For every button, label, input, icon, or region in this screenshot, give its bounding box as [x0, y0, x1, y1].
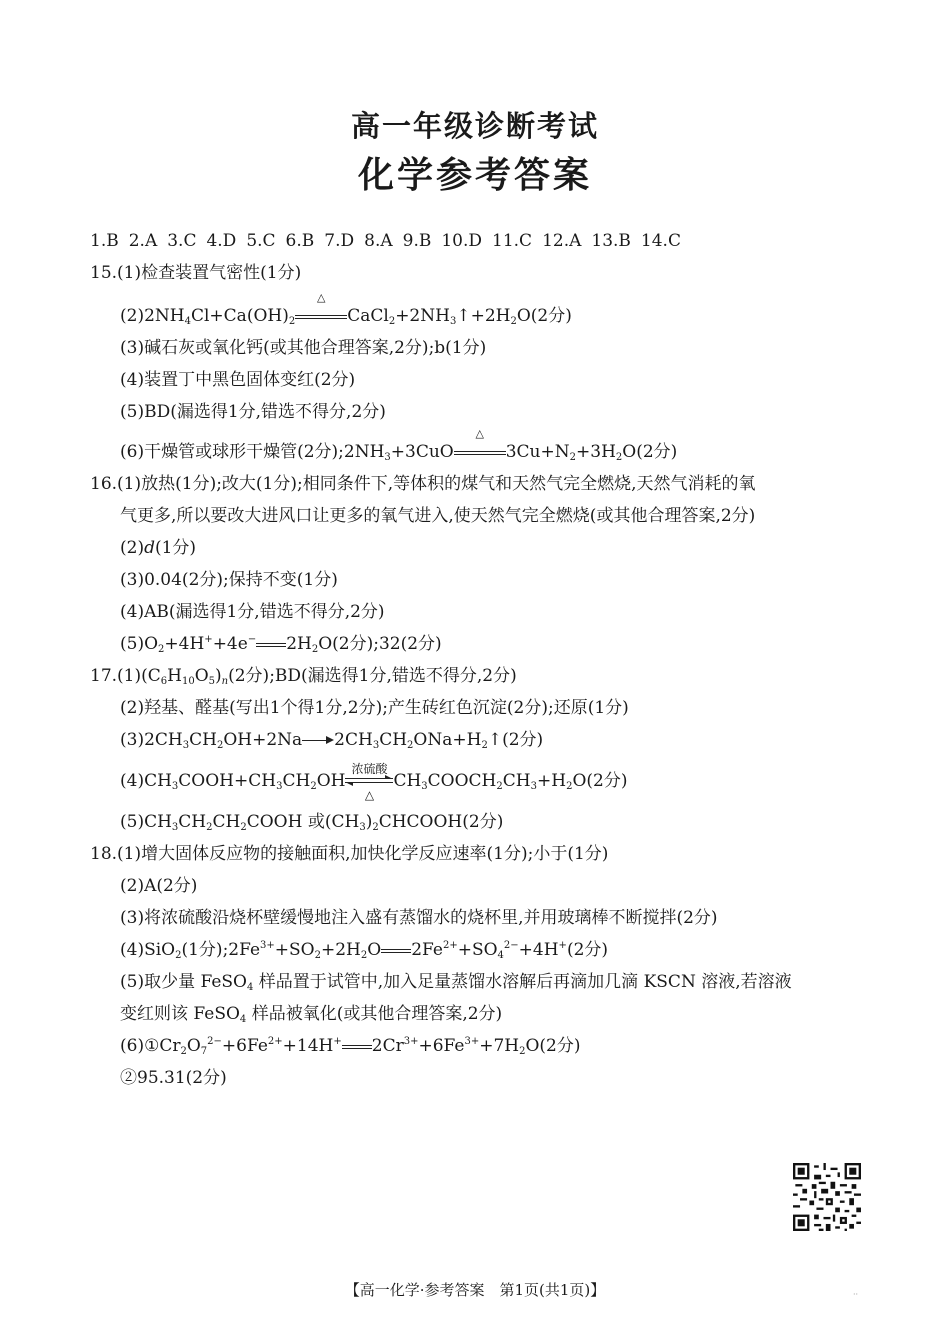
q16-line1b: 气更多,所以要改大进风口让更多的氧气进入,使天然气完全燃烧(或其他合理答案,2分): [120, 506, 756, 526]
q15-line1: 15.(1)检查装置气密性(1分): [90, 263, 302, 283]
q15-line4: (4)装置丁中黑色固体变红(2分): [120, 370, 356, 390]
answer-item: 6.B: [285, 231, 315, 251]
equals-sign: [256, 633, 286, 655]
q17-line3: $(3)2CH_3CH_2OH+2Na$ $2CH_3CH_2ONa+H_2↑(2$分): [120, 730, 544, 751]
q15-line2: $(2)2NH_4Cl+Ca(OH)_2$ △ $CaCl_2+2NH_3↑+2H_2O(2$分): [120, 291, 572, 327]
q18-line2: (2)A(2分): [120, 876, 198, 896]
equals-sign: [342, 1035, 372, 1057]
q16-line4: (4)AB(漏选得1分,错选不得分,2分): [120, 602, 385, 622]
q17-line2: (2)羟基、醛基(写出1个得1分,2分);产生砖红色沉淀(2分);还原(1分): [120, 698, 629, 718]
q17-line1: $17.(1)(C_6H_{10}O_5)_n(2$分);BD(漏选得1分,错选不得分,2分): [90, 666, 517, 687]
answer-item: 11.C: [492, 231, 533, 251]
answer-item: 10.D: [441, 231, 483, 251]
reaction-arrow-icon: [302, 729, 334, 751]
heat-equals-sign: △: [454, 441, 506, 463]
q18-line1: 18.(1)增大固体反应物的接触面积,加快化学反应速率(1分);小于(1分): [90, 844, 609, 864]
answer-item: 13.B: [591, 231, 631, 251]
page-footer: 【高一化学·参考答案 第1页(共1页)】: [344, 1281, 606, 1299]
q16-line2: (2)d(1分): [120, 538, 197, 558]
answer-item: 14.C: [640, 231, 681, 251]
qr-code-icon: [793, 1163, 861, 1231]
q15-line5: (5)BD(漏选得1分,错选不得分,2分): [120, 402, 386, 422]
q17-line5: $(5)CH_3CH_2CH_2COOH$ 或$(CH_3)_2CHCOOH(2$分): [120, 812, 504, 833]
q16-line3: (3)0.04(2分);保持不变(1分): [120, 570, 338, 590]
answer-item: 8.A: [364, 231, 393, 251]
equals-sign: [381, 939, 411, 961]
q18-line4: (4)SiO$_2$(1分)$;2Fe^{3+}+SO_2+2H_2O$ $2Fe^{2+}+SO_4^{2-}+4H^+(2$分): [120, 940, 609, 961]
answer-item: 7.D: [324, 231, 355, 251]
q18-line5b: 变红则该 FeSO$_4$ 样品被氧化(或其他合理答案,2分): [120, 1004, 503, 1025]
answer-item: 5.C: [246, 231, 276, 251]
answer-item: 12.A: [542, 231, 582, 251]
answer-item: 3.C: [167, 231, 197, 251]
reversible-arrow-icon: 浓硫酸 △: [345, 770, 393, 792]
q15-line6: (6)干燥管或球形干燥管(2分)$;2NH_3+3CuO$ △ $3Cu+N_2+3H_2O(2$分): [120, 427, 678, 463]
heat-equals-sign: △: [295, 305, 347, 327]
answer-key-title: 化学参考答案: [357, 155, 592, 196]
answer-item: 1.B: [90, 231, 119, 251]
q16-line1: 16.(1)放热(1分);改大(1分);相同条件下,等体积的煤气和天然气完全燃烧,天然气消耗的氧: [90, 474, 756, 494]
q15-line3: (3)碱石灰或氧化钙(或其他合理答案,2分);b(1分): [120, 338, 487, 358]
q18-line3: (3)将浓硫酸沿烧杯壁缓慢地注入盛有蒸馏水的烧杯里,并用玻璃棒不断搅拌(2分): [120, 908, 718, 928]
answer-item: 4.D: [206, 231, 237, 251]
multiple-choice-answers: [90, 230, 691, 252]
q18-line6: $(6)①Cr_2O_7^{2-}+6Fe^{2+}+14H^+$ $2Cr^{3+}+6Fe^{3+}+7H_2O(2$分): [120, 1036, 581, 1057]
q17-line4: $(4)CH_3COOH+CH_3CH_2OH$ 浓硫酸 △ $CH_3COOCH_2CH_3+H_2O(2$分): [120, 762, 628, 802]
answer-item: 2.A: [128, 231, 158, 251]
q18-line5: (5)取少量 FeSO$_4$ 样品置于试管中,加入足量蒸馏水溶解后再滴加几滴 KSCN 溶液,若溶液: [120, 972, 792, 993]
exam-title: 高一年级诊断考试: [350, 109, 599, 143]
q18-line7: ②95.31(2分): [120, 1068, 227, 1088]
page-mark: ··: [853, 1290, 859, 1299]
answer-item: 9.B: [402, 231, 432, 251]
q16-line5: $(5)O_2+4H^++4e^-$ $2H_2O(2$分);32(2分): [120, 634, 442, 655]
